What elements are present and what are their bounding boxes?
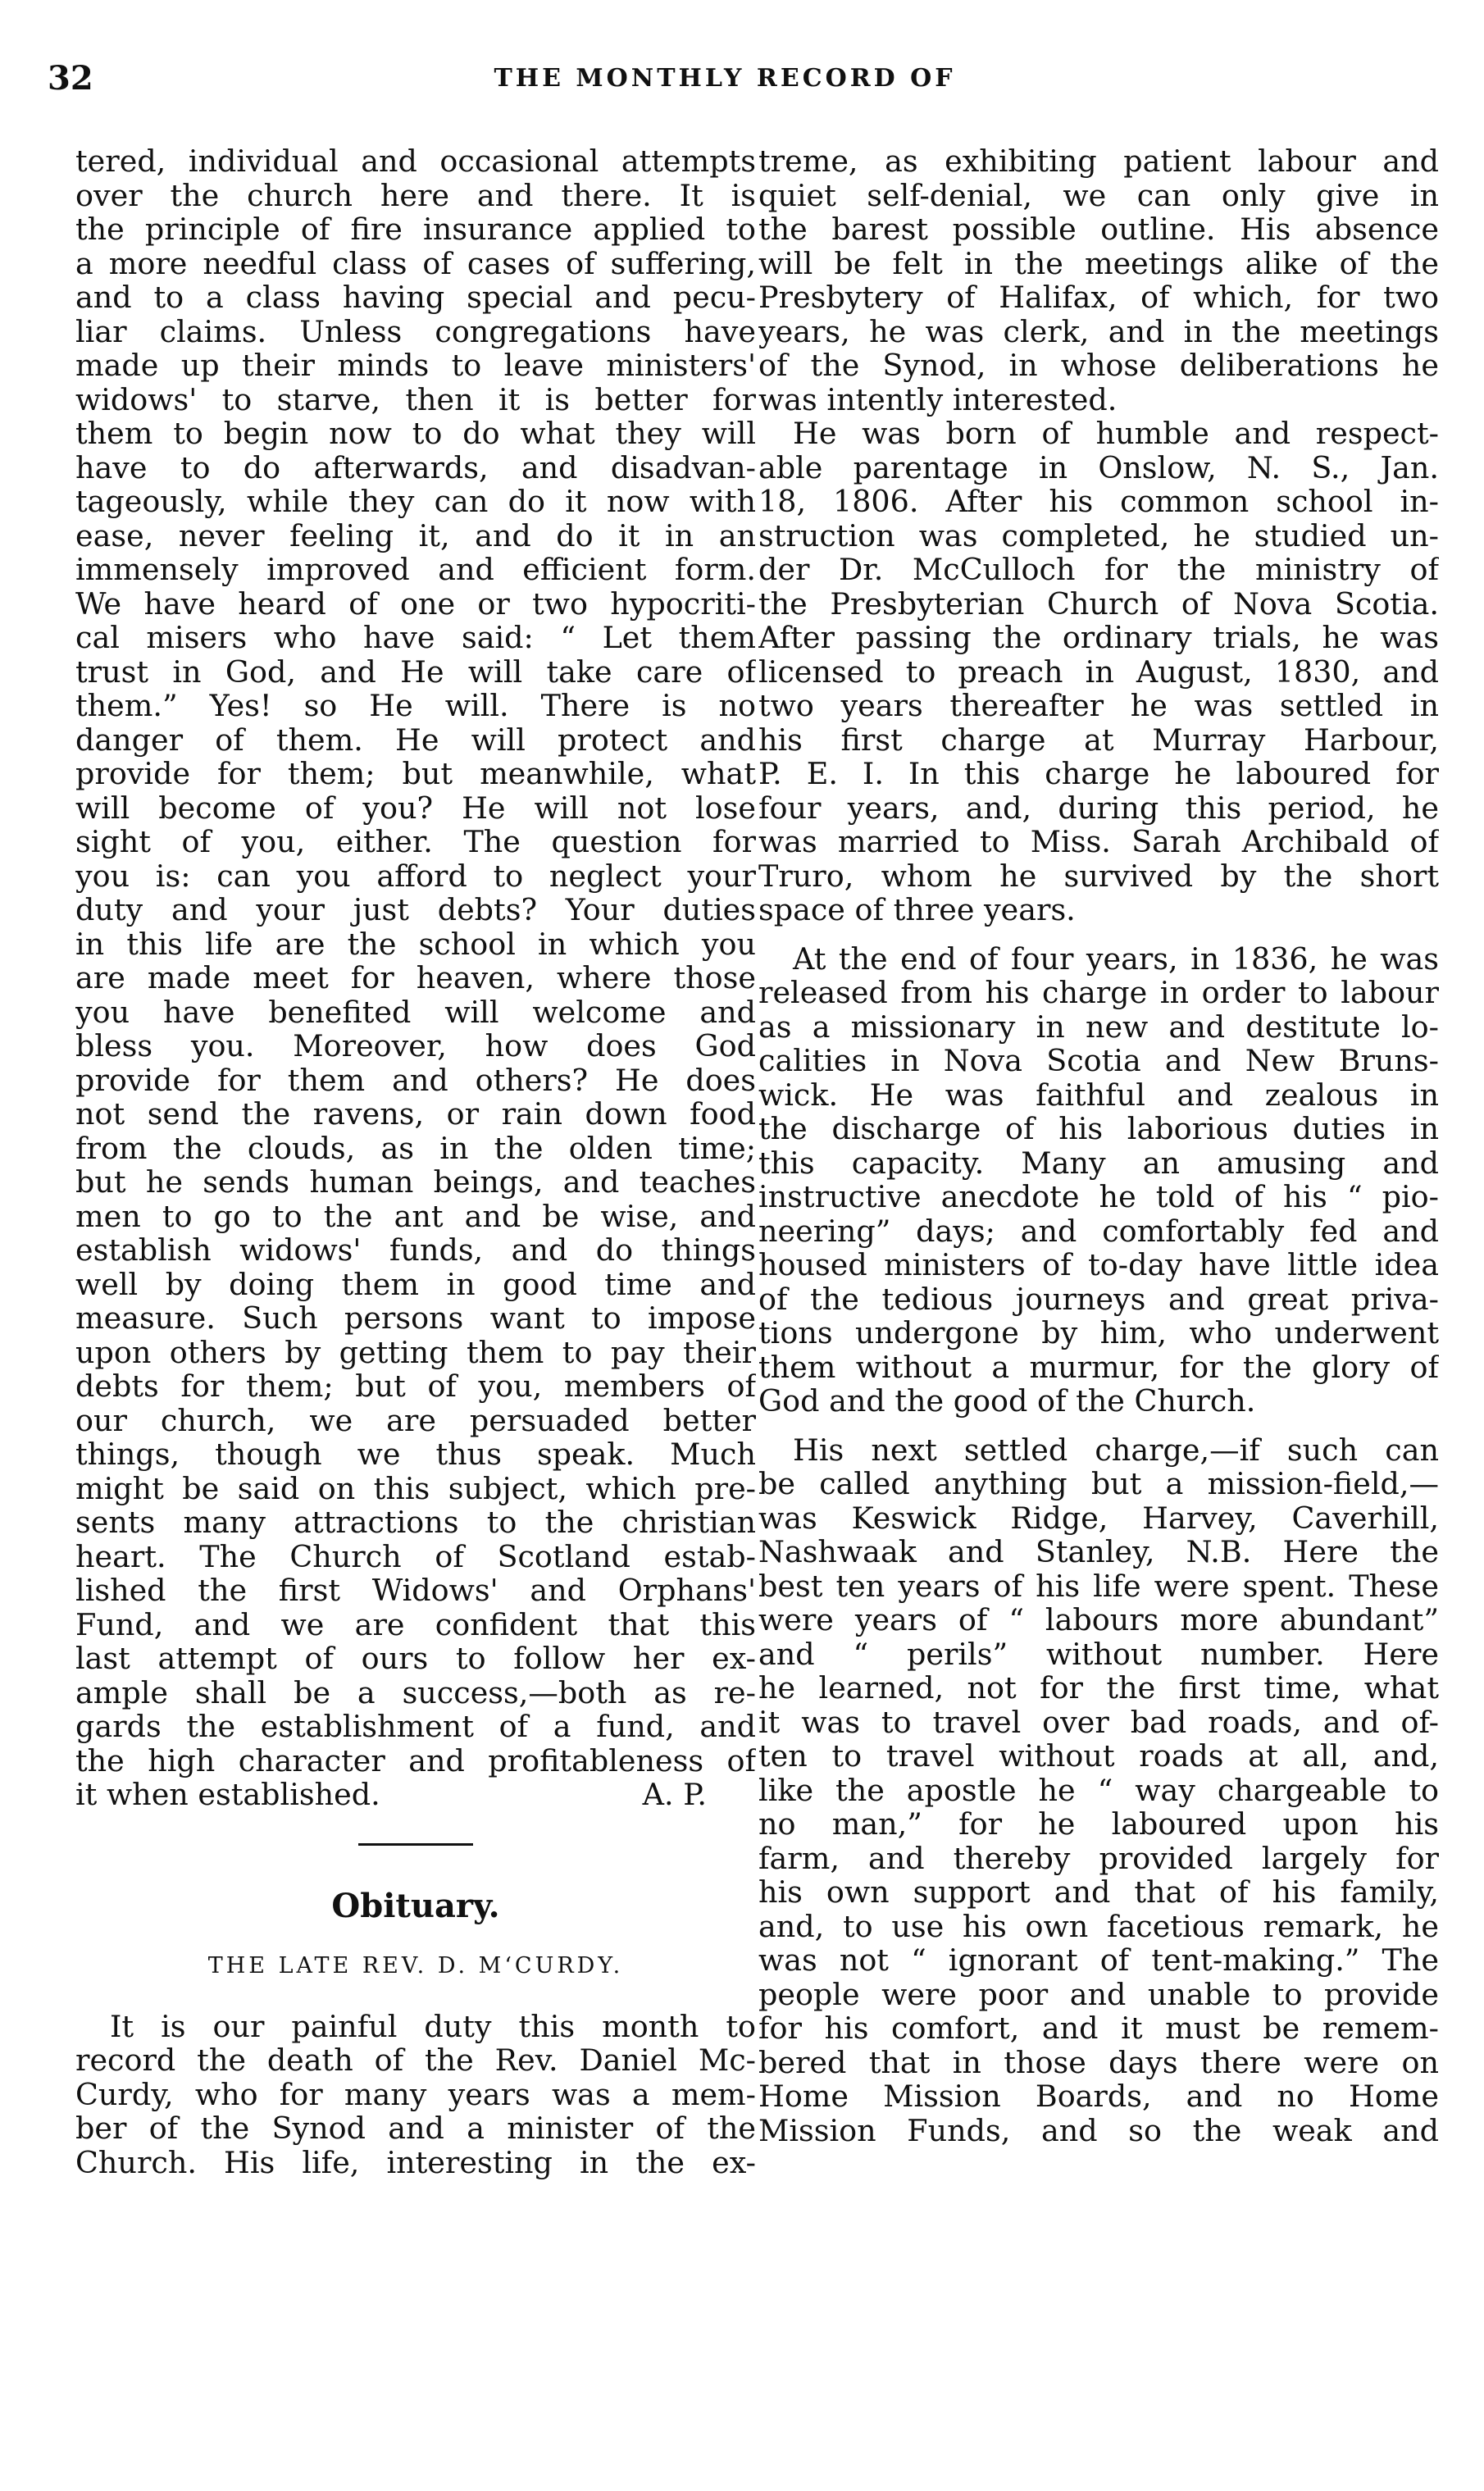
text-line: a more needful class of cases of suffering, xyxy=(75,246,756,280)
text-line: Church. His life, interesting in the ex- xyxy=(75,2145,756,2179)
text-line: danger of them. He will protect and xyxy=(75,722,756,757)
text-line: well by doing them in good time and xyxy=(75,1267,756,1301)
text-line: P. E. I. In this charge he laboured for xyxy=(758,757,1439,791)
text-line: be called anything but a mission-field,— xyxy=(758,1467,1439,1501)
text-line: our church, we are persuaded better xyxy=(75,1403,756,1437)
text-line: establish widows' funds, and do things xyxy=(75,1233,756,1268)
text-line: it was to travel over bad roads, and of- xyxy=(758,1705,1439,1739)
paragraph-gap xyxy=(75,1995,756,2010)
text-line: 18, 1806. After his common school in- xyxy=(758,485,1439,519)
text-line: he learned, not for the first time, what xyxy=(758,1671,1439,1705)
text-line: debts for them; but of you, members of xyxy=(75,1369,756,1404)
text-line: not send the ravens, or rain down food xyxy=(75,1097,756,1132)
text-line: It is our painful duty this month to xyxy=(110,2009,756,2043)
text-line: no man,” for he laboured upon his xyxy=(758,1807,1439,1842)
text-line: Presbytery of Halifax, of which, for two xyxy=(758,280,1439,315)
text-line: wick. He was faithful and zealous in xyxy=(758,1077,1439,1112)
section-heading: Obituary. xyxy=(331,1886,500,1925)
text-line: immensely improved and efficient form. xyxy=(75,553,756,587)
text-line: the high character and profitableness of xyxy=(75,1743,756,1778)
text-line: but he sends human beings, and teaches xyxy=(75,1165,756,1200)
paragraph-gap xyxy=(758,1419,1439,1433)
page-header xyxy=(48,59,1402,100)
text-line: his first charge at Murray Harbour, xyxy=(758,722,1439,757)
text-line: He was born of humble and respect- xyxy=(793,417,1439,451)
text-line: tageously, while they can do it now with xyxy=(75,485,756,519)
section-divider xyxy=(358,1843,473,1846)
text-line: best ten years of his life were spent. These xyxy=(758,1569,1439,1603)
right-paragraph-1 xyxy=(758,144,1439,383)
left-paragraph-2 xyxy=(75,2010,756,2180)
text-line: measure. Such persons want to impose xyxy=(75,1301,756,1336)
text-line: the Presbyterian Church of Nova Scotia. xyxy=(758,586,1439,621)
text-line: upon others by getting them to pay their xyxy=(75,1335,756,1369)
text-line: and “ perils” without number. Here xyxy=(758,1637,1439,1671)
signature: A. P. xyxy=(642,1778,707,1812)
text-line: sents many attractions to the christian xyxy=(75,1505,756,1540)
text-line: Curdy, who for many years was a mem- xyxy=(75,2077,756,2111)
text-line: this capacity. Many an amusing and xyxy=(758,1145,1439,1180)
text-line: treme, as exhibiting patient labour and xyxy=(758,144,1439,179)
text-line: his own support and that of his family, xyxy=(758,1875,1439,1910)
text-line: record the death of the Rev. Daniel Mc- xyxy=(75,2043,756,2078)
text-line: heart. The Church of Scotland estab- xyxy=(75,1539,756,1573)
text-line: was married to Miss. Sarah Archibald of xyxy=(758,825,1439,859)
text-line: We have heard of one or two hypocriti- xyxy=(75,586,756,621)
text-line: like the apostle he “ way chargeable to xyxy=(758,1773,1439,1807)
text-line: you is: can you afford to neglect your xyxy=(75,858,756,893)
right-paragraph-2 xyxy=(758,417,1439,893)
text-line: was Keswick Ridge, Harvey, Caverhill, xyxy=(758,1501,1439,1535)
text-line: able parentage in Onslow, N. S., Jan. xyxy=(758,450,1439,485)
right-paragraph-2-end: space of three years. xyxy=(758,893,1076,927)
text-line: of the tedious journeys and great priva- xyxy=(758,1282,1439,1316)
text-line: bless you. Moreover, how does God xyxy=(75,1029,756,1063)
text-line: tions undergone by him, who underwent xyxy=(758,1316,1439,1350)
text-line: things, though we thus speak. Much xyxy=(75,1437,756,1472)
text-line: Truro, whom he survived by the short xyxy=(758,858,1439,893)
text-line: tered, individual and occasional attempts xyxy=(75,144,756,179)
obituary-subheading: THE LATE REV. D. M‘CURDY. xyxy=(207,1952,624,1979)
text-line: from the clouds, as in the olden time; xyxy=(75,1131,756,1165)
text-line: the discharge of his laborious duties in xyxy=(758,1112,1439,1146)
text-line: liar claims. Unless congregations have xyxy=(75,314,756,348)
text-line: over the church here and there. It is xyxy=(75,178,756,212)
text-line: der Dr. McCulloch for the ministry of xyxy=(758,553,1439,587)
text-line: provide for them; but meanwhile, what xyxy=(75,757,756,791)
text-line: and to a class having special and pecu- xyxy=(75,280,756,315)
text-line: and, to use his own facetious remark, he xyxy=(758,1909,1439,1943)
text-line: housed ministers of to-day have little idea xyxy=(758,1248,1439,1282)
text-line: His next settled charge,—if such can xyxy=(793,1432,1439,1467)
text-line: was not “ ignorant of tent-making.” The xyxy=(758,1943,1439,1978)
text-line: you have benefited will welcome and xyxy=(75,995,756,1029)
text-line: as a missionary in new and destitute lo- xyxy=(758,1009,1439,1044)
text-line: for his comfort, and it must be remem- xyxy=(758,2011,1439,2046)
text-line: Mission Funds, and so the weak and xyxy=(758,2113,1439,2147)
right-paragraph-1-end: was intently interested. xyxy=(758,382,1118,417)
running-title: THE MONTHLY RECORD OF xyxy=(494,64,956,93)
text-line: them.” Yes! so He will. There is no xyxy=(75,689,756,723)
text-line: provide for them and others? He does xyxy=(75,1063,756,1097)
text-line: neering” days; and comfortably fed and xyxy=(758,1214,1439,1248)
text-line: licensed to preach in August, 1830, and xyxy=(758,654,1439,689)
text-line: have to do afterwards, and disadvan- xyxy=(75,450,756,485)
text-line: At the end of four years, in 1836, he was xyxy=(793,941,1439,976)
text-line: instructive anecdote he told of his “ pio- xyxy=(758,1180,1439,1214)
text-line: will be felt in the meetings alike of the xyxy=(758,246,1439,280)
text-line: ten to travel without roads at all, and, xyxy=(758,1739,1439,1774)
right-paragraph-4 xyxy=(758,1433,1439,2148)
right-paragraph-3-end: God and the good of the Church. xyxy=(758,1384,1256,1419)
right-column xyxy=(758,144,1439,2147)
text-line: them without a murmur, for the glory of xyxy=(758,1350,1439,1384)
text-line: were years of “ labours more abundant” xyxy=(758,1603,1439,1637)
text-line: two years thereafter he was settled in xyxy=(758,689,1439,723)
text-line: released from his charge in order to labour xyxy=(758,976,1439,1010)
text-line: quiet self-denial, we can only give in xyxy=(758,178,1439,212)
text-line: them to begin now to do what they will xyxy=(75,417,756,451)
text-line: ease, never feeling it, and do it in an xyxy=(75,518,756,553)
text-line: Nashwaak and Stanley, N.B. Here the xyxy=(758,1535,1439,1569)
text-line: duty and your just debts? Your duties xyxy=(75,893,756,927)
paragraph-gap xyxy=(758,927,1439,942)
text-line: calities in Nova Scotia and New Bruns- xyxy=(758,1044,1439,1078)
text-line: struction was completed, he studied un- xyxy=(758,518,1439,553)
text-line: are made meet for heaven, where those xyxy=(75,961,756,995)
left-column xyxy=(75,144,756,2179)
text-line: men to go to the ant and be wise, and xyxy=(75,1199,756,1233)
text-line: might be said on this subject, which pre- xyxy=(75,1471,756,1505)
text-line: the barest possible outline. His absence xyxy=(758,212,1439,247)
text-line: in this life are the school in which you xyxy=(75,927,756,961)
text-line: the principle of fire insurance applied to xyxy=(75,212,756,247)
right-paragraph-3 xyxy=(758,942,1439,1385)
closing-line: it when established. xyxy=(75,1778,380,1812)
text-line: of the Synod, in whose deliberations he xyxy=(758,348,1439,383)
text-line: sight of you, either. The question for xyxy=(75,825,756,859)
text-line: bered that in those days there were on xyxy=(758,2045,1439,2079)
text-line: Fund, and we are confident that this xyxy=(75,1607,756,1642)
text-line: years, he was clerk, and in the meetings xyxy=(758,314,1439,348)
text-line: four years, and, during this period, he xyxy=(758,790,1439,825)
text-line: will become of you? He will not lose xyxy=(75,790,756,825)
text-line: made up their minds to leave ministers' xyxy=(75,348,756,383)
left-paragraph-1 xyxy=(75,144,756,1778)
text-line: After passing the ordinary trials, he was xyxy=(758,621,1439,655)
text-line: people were poor and unable to provide xyxy=(758,1977,1439,2011)
text-line: ample shall be a success,—both as re- xyxy=(75,1675,756,1710)
text-line: gards the establishment of a fund, and xyxy=(75,1710,756,1744)
text-line: widows' to starve, then it is better for xyxy=(75,382,756,417)
page-number: 32 xyxy=(48,59,93,98)
text-line: ber of the Synod and a minister of the xyxy=(75,2111,756,2146)
text-line: lished the first Widows' and Orphans' xyxy=(75,1573,756,1608)
text-line: trust in God, and He will take care of xyxy=(75,654,756,689)
text-line: cal misers who have said: “ Let them xyxy=(75,621,756,655)
text-line: last attempt of ours to follow her ex- xyxy=(75,1642,756,1676)
text-line: Home Mission Boards, and no Home xyxy=(758,2079,1439,2114)
closing-line-with-signature xyxy=(75,1778,756,1812)
text-line: farm, and thereby provided largely for xyxy=(758,1841,1439,1875)
